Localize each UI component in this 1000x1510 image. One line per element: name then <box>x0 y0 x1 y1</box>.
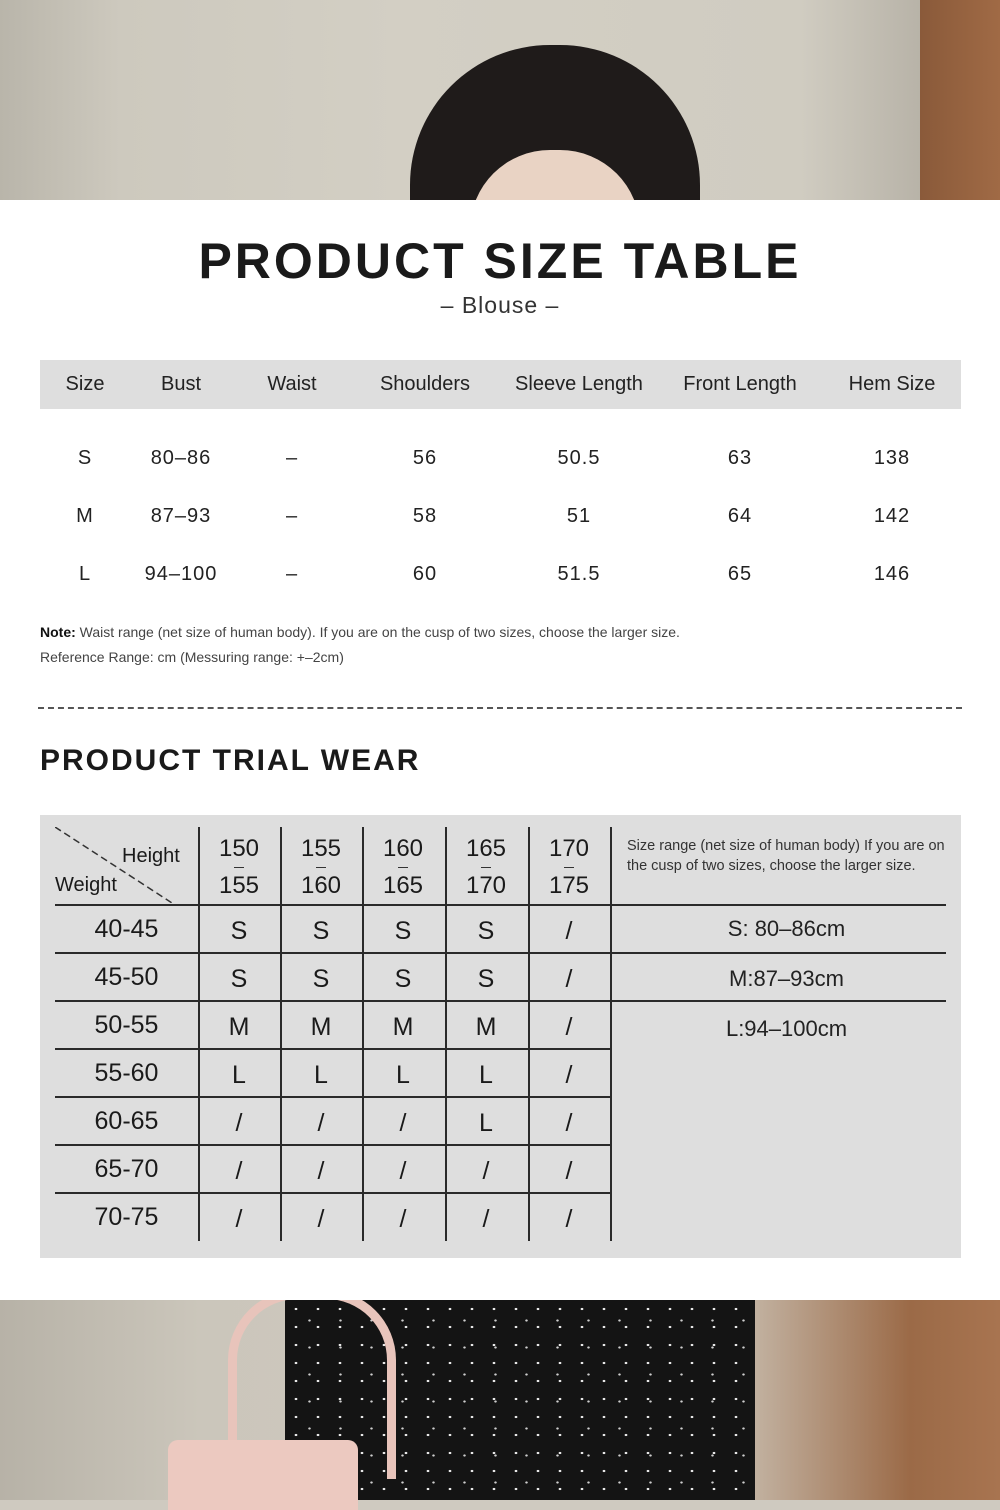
page-subtitle: – Blouse – <box>440 292 560 318</box>
height-range-separator <box>564 867 574 868</box>
trial-size-cell: S <box>394 965 412 993</box>
trial-size-cell: S <box>477 917 495 945</box>
note-text: Waist range (net size of human body). If you are on the cusp of two sizes, choose the larger size. <box>75 624 680 640</box>
size-table-header-cell: Shoulders <box>379 373 471 395</box>
trial-size-cell: / <box>235 1205 243 1233</box>
grid-horizontal-line <box>55 952 946 954</box>
weight-range-label: 45-50 <box>94 963 159 991</box>
size-table-cell: M <box>76 505 94 527</box>
trial-size-cell: / <box>482 1205 490 1233</box>
trial-size-cell: / <box>565 1061 573 1089</box>
weight-range-label: 55-60 <box>94 1059 159 1087</box>
size-table-header-cell: Waist <box>267 373 317 395</box>
trial-size-cell: S <box>394 917 412 945</box>
height-range-header <box>528 830 610 904</box>
height-range-start: 150 <box>218 835 260 862</box>
height-range-end: 165 <box>382 872 424 899</box>
size-table-cell: 65 <box>727 563 753 585</box>
size-table-cell: – <box>285 505 299 527</box>
trial-size-cell: M <box>228 1013 250 1041</box>
page-title: PRODUCT SIZE TABLE <box>198 233 802 289</box>
trial-wear-title: PRODUCT TRIAL WEAR <box>40 744 421 777</box>
weight-range-label: 70-75 <box>94 1203 159 1231</box>
trial-size-cell: / <box>235 1109 243 1137</box>
height-range-start: 160 <box>382 835 424 862</box>
height-range-end: 175 <box>548 872 590 899</box>
size-table-cell: 138 <box>873 447 911 469</box>
size-table-cell: 63 <box>727 447 753 469</box>
size-table-header-cell: Bust <box>160 373 202 395</box>
height-range-header <box>362 830 444 904</box>
size-table-cell: 58 <box>412 505 438 527</box>
trial-size-cell: / <box>565 1013 573 1041</box>
grid-horizontal-line <box>55 1192 612 1194</box>
note-label: Note: <box>40 624 76 640</box>
trial-size-cell: / <box>317 1109 325 1137</box>
trial-size-cell: / <box>399 1157 407 1185</box>
trial-size-cell: / <box>482 1157 490 1185</box>
height-range-end: 160 <box>300 872 342 899</box>
size-table-header-cell: Front Length <box>683 373 797 395</box>
size-table-cell: 56 <box>412 447 438 469</box>
size-table-cell: 51 <box>566 505 592 527</box>
trial-size-cell: / <box>565 1157 573 1185</box>
trial-size-cell: L <box>396 1061 410 1089</box>
trial-size-cell: M <box>310 1013 332 1041</box>
trial-size-cell: / <box>565 1205 573 1233</box>
height-range-start: 170 <box>548 835 590 862</box>
trial-size-cell: S <box>477 965 495 993</box>
size-table-cell: – <box>285 447 299 469</box>
trial-size-cell: L <box>314 1061 328 1089</box>
trial-size-cell: / <box>235 1157 243 1185</box>
trial-size-cell: L <box>232 1061 246 1089</box>
height-range-header <box>198 830 280 904</box>
height-range-separator <box>398 867 408 868</box>
height-axis-label: Height <box>122 845 180 867</box>
trial-size-cell: / <box>399 1109 407 1137</box>
size-table-cell: 60 <box>412 563 438 585</box>
height-range-start: 155 <box>300 835 342 862</box>
range-m: M:87–93cm <box>729 966 844 991</box>
range-l: L:94–100cm <box>725 1016 848 1041</box>
trial-size-cell: / <box>565 965 573 993</box>
size-table-header-cell: Size <box>65 373 105 395</box>
height-range-separator <box>481 867 491 868</box>
size-table-cell: 80–86 <box>150 447 212 469</box>
trial-size-cell: L <box>479 1109 493 1137</box>
size-table-cell: 142 <box>873 505 911 527</box>
size-table-cell: L <box>78 563 92 585</box>
trial-size-cell: S <box>312 965 330 993</box>
trial-size-cell: M <box>392 1013 414 1041</box>
height-range-header <box>445 830 527 904</box>
trial-size-cell: / <box>565 1109 573 1137</box>
weight-range-label: 60-65 <box>94 1107 159 1135</box>
size-table-cell: 51.5 <box>557 563 601 585</box>
weight-range-label: 40-45 <box>94 915 159 943</box>
height-range-end: 155 <box>218 872 260 899</box>
size-table-cell: – <box>285 563 299 585</box>
trial-size-cell: S <box>312 917 330 945</box>
range-s: S: 80–86cm <box>727 916 846 941</box>
trial-size-cell: / <box>565 917 573 945</box>
weight-range-label: 50-55 <box>94 1011 159 1039</box>
size-table-cell: 50.5 <box>557 447 601 469</box>
size-table-header-cell: Hem Size <box>848 373 936 395</box>
trial-size-cell: / <box>317 1157 325 1185</box>
weight-axis-label: Weight <box>55 874 117 896</box>
grid-horizontal-line <box>55 1144 612 1146</box>
note-line <box>40 624 680 640</box>
size-table-cell: 87–93 <box>150 505 212 527</box>
grid-horizontal-line <box>55 904 946 906</box>
size-table-cell: S <box>77 447 93 469</box>
size-table-cell: 94–100 <box>144 563 218 585</box>
grid-horizontal-line <box>55 1048 612 1050</box>
height-range-end: 170 <box>465 872 507 899</box>
trial-size-cell: / <box>317 1205 325 1233</box>
height-range-header <box>280 830 362 904</box>
dashed-divider <box>38 707 962 709</box>
height-range-start: 165 <box>465 835 507 862</box>
size-table-header-cell: Sleeve Length <box>515 373 643 395</box>
grid-horizontal-line <box>55 1000 946 1002</box>
height-range-separator <box>234 867 244 868</box>
reference-range-note: Reference Range: cm (Messuring range: +–2cm) <box>40 649 344 665</box>
weight-range-label: 65-70 <box>94 1155 159 1183</box>
size-range-note: Size range (net size of human body) If you are on the cusp of two sizes, choose the larger size. <box>627 838 945 874</box>
grid-horizontal-line <box>55 1096 612 1098</box>
trial-size-cell: L <box>479 1061 493 1089</box>
size-table-cell: 146 <box>873 563 911 585</box>
trial-size-cell: S <box>230 965 248 993</box>
trial-size-cell: / <box>399 1205 407 1233</box>
height-range-separator <box>316 867 326 868</box>
trial-size-cell: M <box>475 1013 497 1041</box>
trial-size-cell: S <box>230 917 248 945</box>
size-table-cell: 64 <box>727 505 753 527</box>
